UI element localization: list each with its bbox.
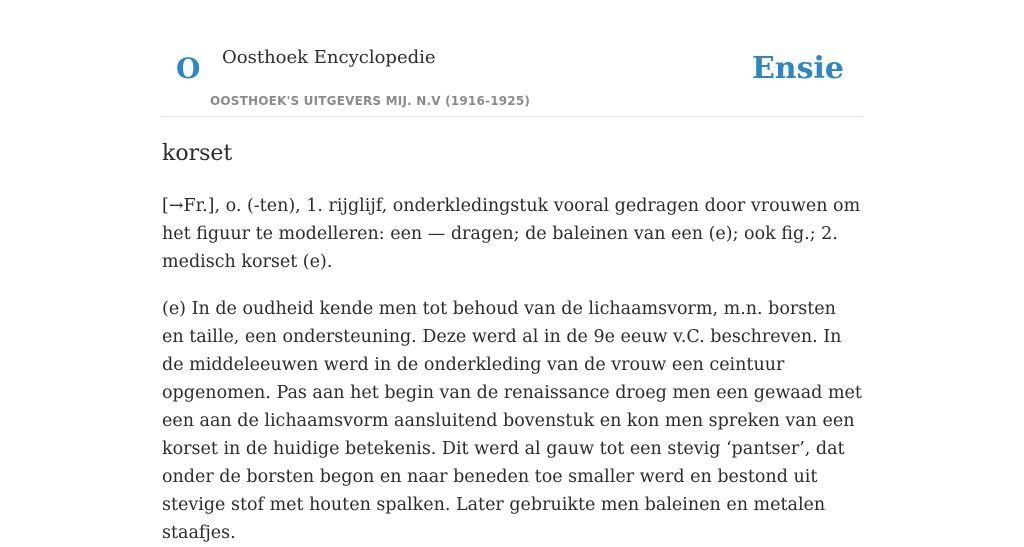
ensie-logo-link[interactable]: Ensie — [751, 51, 844, 86]
source-title[interactable]: Oosthoek Encyclopedie — [222, 47, 436, 68]
entry-definition: [→Fr.], o. (-ten), 1. rijglijf, onderkledingstuk vooral gedragen door vrouwen om het figuur te modelleren: een — dragen; de baleinen van een (e); ook fig.; 2. medisch korset (e). — [162, 196, 861, 272]
source-publisher: OOSTHOEK'S UITGEVERS MIJ. N.V (1916-1925) — [210, 94, 531, 108]
source-header — [162, 0, 862, 117]
source-logo[interactable]: O — [176, 52, 201, 85]
entry-note: (e) In de oudheid kende men tot behoud van de lichaamsvorm, m.n. borsten en taille, een ondersteuning. Deze werd al in de 9e eeuw v.C. beschreven. In de middeleeuwen werd in de onderkleding van de vrouw een ceintuur opgenomen. Pas aan het begin van de renaissance droeg men een gewaad met een aan de lichaamsvorm aansluitend bovenstuk en kon men spreken van een korset in de huidige betekenis. Dit werd al gauw tot een stevig ‘pantser’, dat onder de borsten begon en naar beneden toe smaller werd en bestond uit stevige stof met houten spalken. Later gebruikte men baleinen en metalen staafjes. — [162, 299, 862, 543]
page — [162, 0, 862, 543]
entry-headword: korset — [162, 141, 233, 166]
